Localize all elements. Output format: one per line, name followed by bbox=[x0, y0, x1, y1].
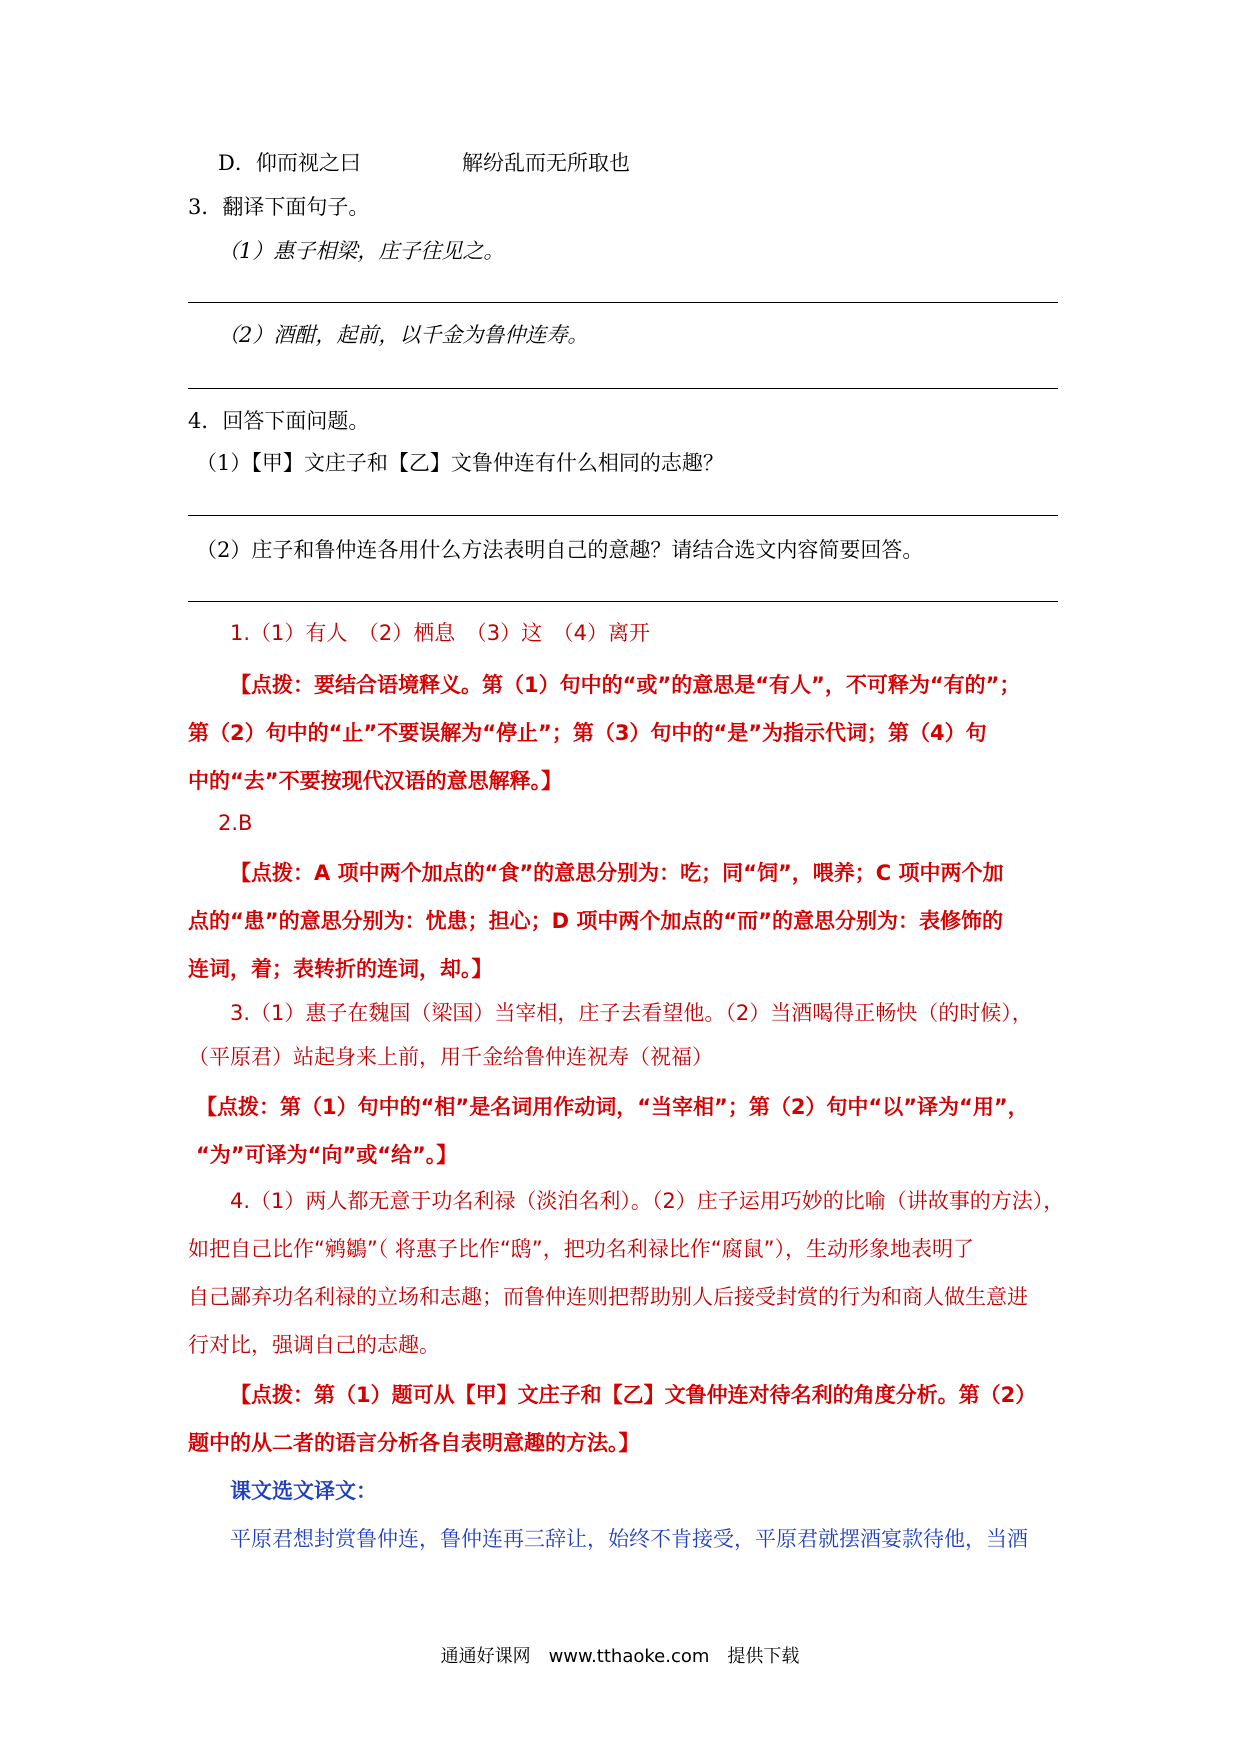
answer-line-4 bbox=[188, 601, 1058, 602]
tip-2-line-2: 点的“患”的意思分别为：忧患；担心；D 项中两个加点的“而”的意思分别为：表修饰的 bbox=[188, 909, 1003, 933]
tip-3-line-1: 【点拨：第（1）句中的“相”是名词用作动词，“当宰相”；第（2）句中“以”译为“用”， bbox=[196, 1095, 1029, 1119]
tip-2-line-3: 连词，着；表转折的连词，却。】 bbox=[188, 957, 493, 981]
answer-4-line-4: 行对比，强调自己的志趣。 bbox=[188, 1333, 440, 1357]
q3-sentence-1: （1）惠子相梁，庄子往见之。 bbox=[218, 239, 505, 263]
option-d-left: D．仰而视之曰 bbox=[218, 151, 361, 175]
answer-1: 1.（1）有人 （2）栖息 （3）这 （4）离开 bbox=[230, 621, 650, 645]
translation-line-1: 平原君想封赏鲁仲连，鲁仲连再三辞让，始终不肯接受，平原君就摆酒宴款待他，当酒 bbox=[230, 1527, 1028, 1551]
answer-4-line-2: 如把自己比作“鹓鶵”（ 将惠子比作“鸱”，把功名利禄比作“腐鼠”），生动形象地表明了 bbox=[188, 1237, 974, 1261]
answer-3-line-2: （平原君）站起身来上前，用千金给鲁仲连祝寿（祝福） bbox=[188, 1045, 713, 1069]
tip-4-line-2: 题中的从二者的语言分析各自表明意趣的方法。】 bbox=[188, 1431, 640, 1455]
answer-4-line-3: 自己鄙弃功名利禄的立场和志趣；而鲁仲连则把帮助别人后接受封赏的行为和商人做生意进 bbox=[188, 1285, 1028, 1309]
q4-title: 4．回答下面问题。 bbox=[188, 409, 370, 433]
q3-title: 3．翻译下面句子。 bbox=[188, 195, 370, 219]
q2-option-d bbox=[218, 148, 361, 178]
tip-1-line-3: 中的“去”不要按现代汉语的意思解释。】 bbox=[188, 769, 563, 793]
q4-question-1: （1）【甲】文庄子和【乙】文鲁仲连有什么相同的志趣？ bbox=[196, 451, 724, 475]
tip-3-line-2: “为”可译为“向”或“给”。】 bbox=[196, 1143, 458, 1167]
q3-sentence-2: （2）酒酣，起前，以千金为鲁仲连寿。 bbox=[218, 323, 589, 347]
answer-4-line-1: 4.（1）两人都无意于功名利禄（淡泊名利）。（2）庄子运用巧妙的比喻（讲故事的方法）， bbox=[230, 1189, 1065, 1213]
q4-question-2: （2）庄子和鲁仲连各用什么方法表明自己的意趣？请结合选文内容简要回答。 bbox=[196, 538, 924, 562]
answer-3-line-1: 3.（1）惠子在魏国（梁国）当宰相，庄子去看望他。（2）当酒喝得正畅快（的时候）， bbox=[230, 1001, 1033, 1025]
tip-1-line-2: 第（2）句中的“止”不要误解为“停止”；第（3）句中的“是”为指示代词；第（4）句 bbox=[188, 721, 987, 745]
tip-1-line-1: 【点拨：要结合语境释义。第（1）句中的“或”的意思是“有人”，不可释为“有的”； bbox=[230, 673, 1021, 697]
answer-line-3 bbox=[188, 515, 1058, 516]
page-footer: 通通好课网 www.tthaoke.com 提供下载 bbox=[440, 1646, 800, 1667]
tip-2-line-1: 【点拨：A 项中两个加点的“食”的意思分别为：吃；同“饲”，喂养；C 项中两个加 bbox=[230, 861, 1004, 885]
tip-4-line-1: 【点拨：第（1）题可从【甲】文庄子和【乙】文鲁仲连对待名利的角度分析。第（2） bbox=[230, 1383, 1037, 1407]
translation-heading: 课文选文译文： bbox=[230, 1479, 377, 1503]
answer-2: 2.B bbox=[218, 811, 253, 835]
answer-line-1 bbox=[188, 302, 1058, 303]
q2-option-d-right: 解纷乱而无所取也 bbox=[462, 151, 630, 175]
answer-line-2 bbox=[188, 388, 1058, 389]
